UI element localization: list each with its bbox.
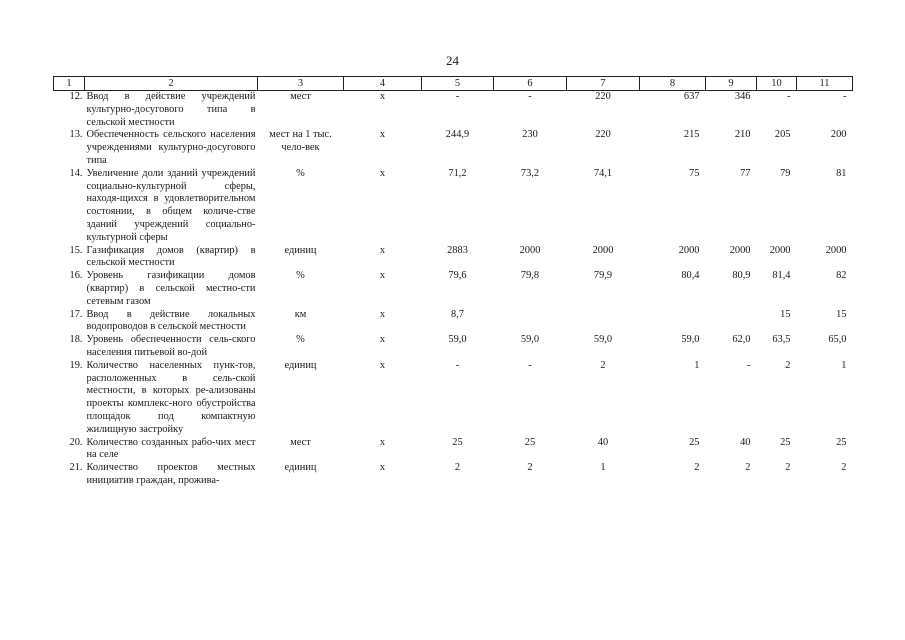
value-cell: 2000 [825,244,847,256]
value-cell: - [787,91,791,102]
table-row [54,91,853,130]
value-cell: 15 [836,308,847,320]
column-header: 2 [85,77,258,91]
value-cell: 205 [774,129,791,141]
value-cell: 15 [780,308,791,320]
value-cell: 2 [785,462,791,474]
base-cell: x [379,308,386,320]
value-cell: 210 [734,129,751,141]
value-cell: 79 [780,167,791,179]
value-cell: 8,7 [451,308,464,320]
value-cell: 2 [785,359,791,371]
column-header: 10 [757,77,797,91]
value-cell: 82 [836,270,847,282]
indicator-name: Ввод в действие локальных водопроводов в сельской местности [86,308,256,333]
table-row [54,309,853,335]
base-cell: x [379,129,386,141]
column-header: 3 [258,77,344,91]
value-cell: 40 [740,436,751,448]
value-cell: 25 [689,436,700,448]
value-cell: 2 [527,462,533,474]
value-cell: 65,0 [828,334,847,346]
column-header: 1 [54,77,85,91]
value-cell: 80,9 [732,270,751,282]
row-number: 19. [69,359,83,371]
value-cell [706,309,757,335]
value-cell: 59,0 [520,334,540,346]
value-cell: - [455,91,460,102]
value-cell: - [528,91,532,102]
value-cell: 59,0 [593,334,613,346]
value-cell [567,309,640,335]
unit-cell: мест [290,436,311,448]
indicator-name: Уровень обеспеченности сель-ского населения питьевой во-дой [86,334,256,358]
unit-cell: % [296,270,305,282]
value-cell: 79,9 [593,270,613,282]
value-cell: 2 [694,462,700,474]
value-cell: 2 [600,359,606,371]
column-header: 8 [640,77,706,91]
value-cell: 77 [740,167,751,179]
unit-cell: % [296,334,305,346]
value-cell: - [455,359,460,371]
column-header-row [54,77,853,91]
value-cell: 74,1 [593,167,613,179]
table-row [54,334,853,360]
value-cell: 79,8 [520,270,540,282]
table-row [54,168,853,245]
row-number: 14. [69,167,83,179]
value-cell: 75 [689,167,700,179]
row-number: 13. [69,129,83,141]
value-cell [494,309,567,335]
value-cell: 2883 [447,244,468,256]
unit-cell: % [296,167,305,179]
value-cell: 25 [524,436,536,448]
column-header: 11 [797,77,853,91]
value-cell: 2000 [592,244,614,256]
value-cell: 220 [595,91,611,102]
table-row [54,129,853,167]
value-cell: 59,0 [681,334,700,346]
row-number: 17. [69,308,83,320]
value-cell: 215 [683,129,700,141]
value-cell: 2 [454,462,461,474]
column-header: 9 [706,77,757,91]
indicator-name: Увеличение доли зданий учреждений социально-культурной сферы, находя-щихся в удовлетворительном состоянии, в общем количе-стве зданий учреждений социально-культурной сферы [86,167,256,243]
indicator-name: Ввод в действие учреждений культурно-досугового типа в сельской местности [86,91,256,128]
base-cell: x [379,244,386,256]
indicator-name: Количество проектов местных инициатив граждан, прожива- [86,462,256,486]
base-cell: x [379,462,386,474]
value-cell: 2000 [729,244,751,256]
value-cell: 40 [597,436,609,448]
row-number: 20. [69,436,83,448]
value-cell: 81,4 [772,270,791,282]
value-cell: 244,9 [445,129,470,141]
row-number: 12. [69,91,83,102]
table-row [54,245,853,271]
indicator-name: Обеспеченность сельского населения учреждениями культурно-досугового типа [86,129,256,166]
value-cell: 1 [694,359,700,371]
value-cell: 2 [841,462,847,474]
value-cell [640,309,706,335]
table-row [54,462,853,488]
value-cell: 79,6 [448,270,467,282]
value-cell: 1 [600,462,606,474]
value-cell: 59,0 [448,334,467,346]
base-cell: x [379,359,386,371]
value-cell: 62,0 [732,334,751,346]
base-cell: x [379,334,386,346]
value-cell: 2000 [769,244,791,256]
value-cell: 25 [452,436,463,448]
value-cell: 200 [830,129,847,141]
row-number: 16. [69,270,83,282]
row-number: 21. [69,462,83,474]
unit-cell: единиц [284,462,317,474]
row-number: 18. [69,334,83,346]
indicator-name: Уровень газификации домов (квартир) в сельской местно-сти сетевым газом [86,270,256,307]
unit-cell: единиц [284,359,317,371]
base-cell: x [379,270,386,282]
value-cell: 71,2 [448,167,467,179]
value-cell: - [747,359,751,371]
value-cell: - [528,359,532,371]
unit-cell: единиц [284,244,317,256]
value-cell: 637 [683,91,700,102]
value-cell: 2 [745,462,751,474]
value-cell: 80,4 [681,270,700,282]
column-header: 5 [422,77,494,91]
value-cell: 25 [780,436,791,448]
column-header: 6 [494,77,567,91]
column-header: 7 [567,77,640,91]
indicator-name: Газификация домов (квартир) в сельской местности [86,244,256,269]
value-cell: 73,2 [520,167,540,179]
value-cell: 230 [522,129,538,141]
indicator-name: Количество созданных рабо-чих мест на селе [86,436,256,461]
value-cell: - [843,91,847,102]
indicator-name: Количество населенных пунк-тов, расположенных в сель-ской местности, в которых ре-ализованы проекты комплекс-ного обустройства площадок под компактную жилищную застройку [86,359,256,435]
table-body [54,91,853,488]
unit-cell: мест на 1 тыс. чело-век [269,129,332,154]
base-cell: x [379,436,386,448]
value-cell: 25 [836,436,847,448]
value-cell: 81 [836,167,847,179]
indicators-table [53,76,853,488]
column-header: 4 [344,77,422,91]
unit-cell: мест [290,91,311,102]
table-row [54,360,853,437]
row-number: 15. [69,244,83,256]
table-row [54,437,853,463]
value-cell: 2000 [678,244,700,256]
base-cell: x [379,167,386,179]
value-cell: 346 [734,91,751,102]
value-cell: 63,5 [772,334,791,346]
page-number: 24 [446,53,459,68]
value-cell: 2000 [519,244,541,256]
unit-cell: км [294,308,307,320]
value-cell: 220 [595,129,611,141]
value-cell: 1 [841,359,847,371]
table-row [54,270,853,308]
base-cell: x [379,91,386,102]
